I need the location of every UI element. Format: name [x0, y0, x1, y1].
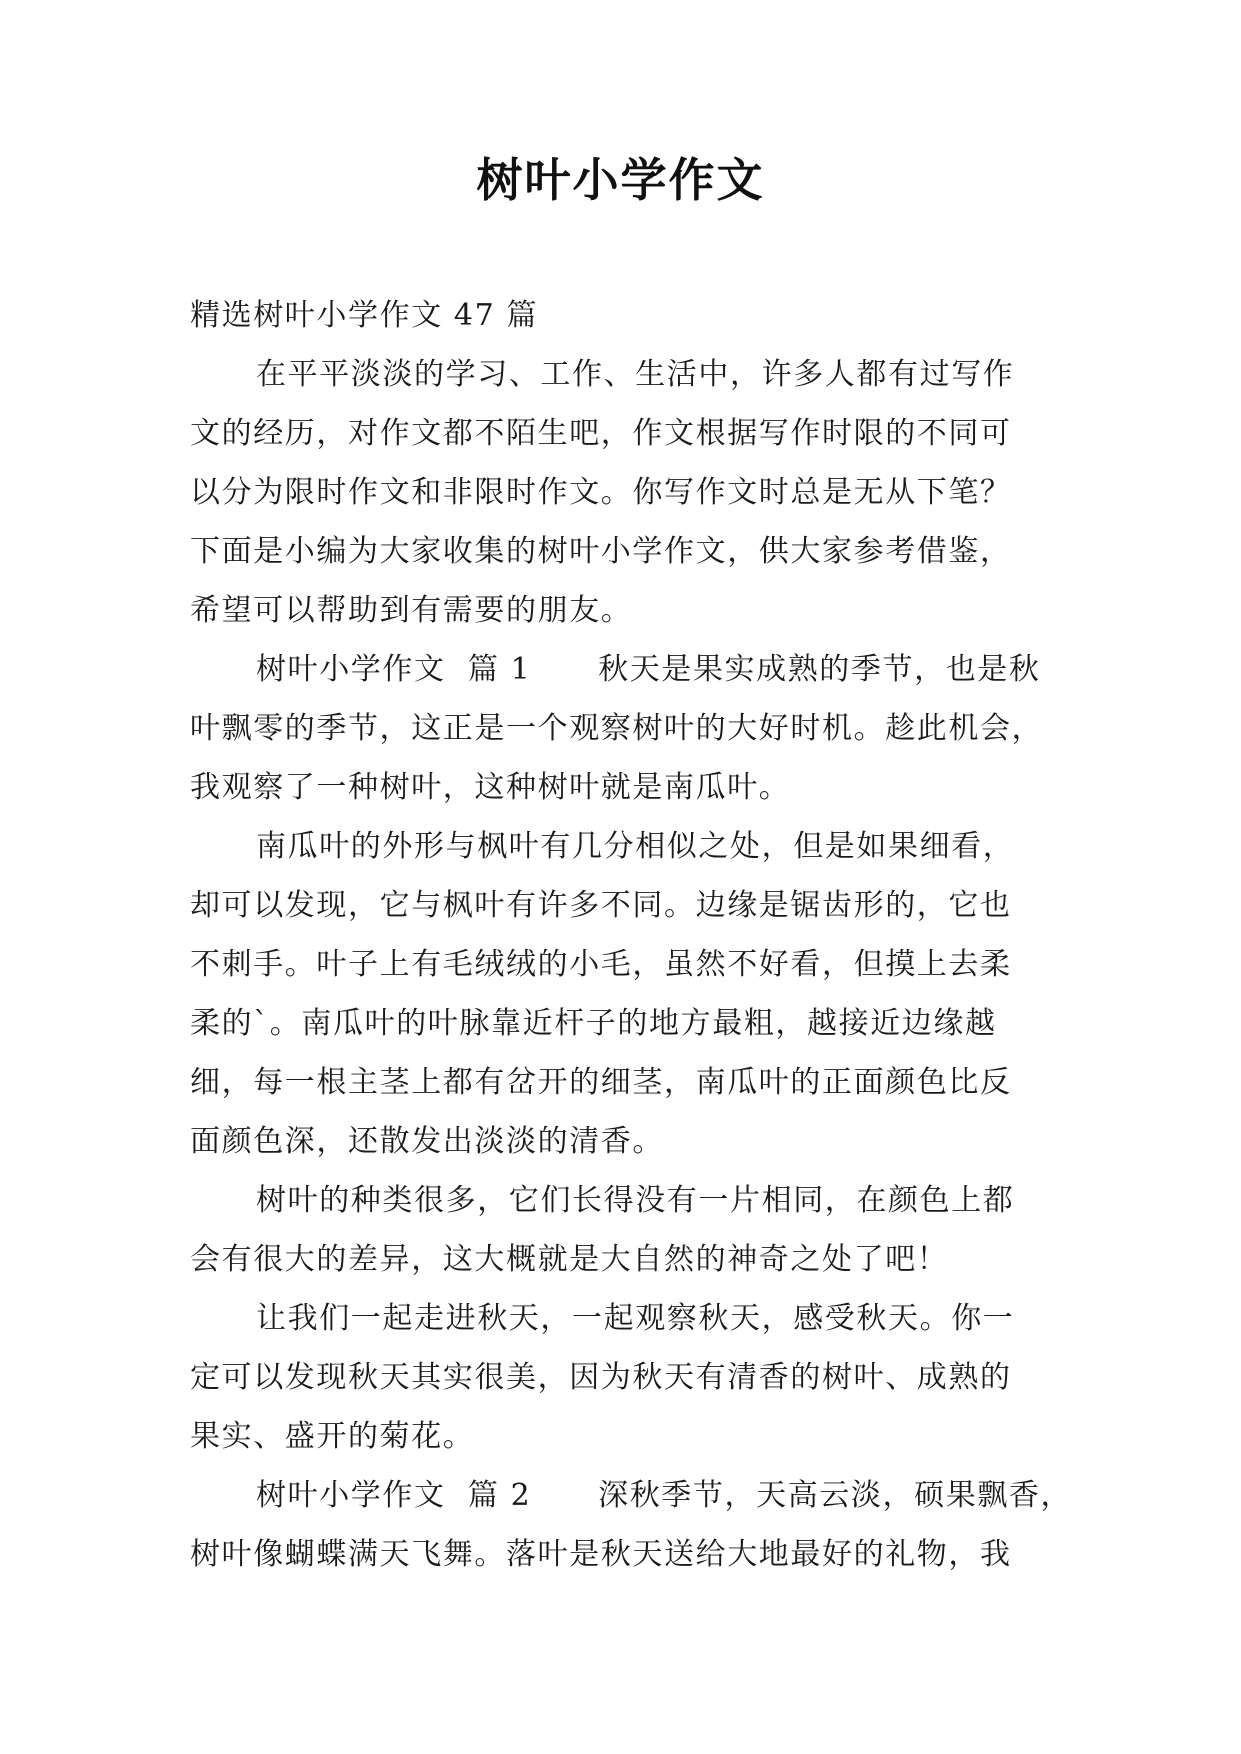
- text-line: 南瓜叶的外形与枫叶有几分相似之处，但是如果细看，: [256, 829, 1015, 864]
- text-line: 树叶的种类很多，它们长得没有一片相同，在颜色上都: [256, 1183, 1015, 1218]
- text-line: 叶飘零的季节，这正是一个观察树叶的大好时机。趁此机会，: [190, 711, 1044, 746]
- text-line: 柔的`。南瓜叶的叶脉靠近杆子的地方最粗，越接近边缘越: [190, 1006, 997, 1041]
- text-line: 细，每一根主茎上都有岔开的细茎，南瓜叶的正面颜色比反: [190, 1065, 1012, 1100]
- text-line: 树叶小学作文 篇 2 深秋季节，天高云淡，硕果飘香，: [256, 1478, 1073, 1513]
- text-line: 文的经历，对作文都不陌生吧，作文根据写作时限的不同可: [190, 416, 1012, 451]
- text-line: 面颜色深，还散发出淡淡的清香。: [190, 1124, 664, 1159]
- text-line: 下面是小编为大家收集的树叶小学作文，供大家参考借鉴，: [190, 534, 1012, 569]
- text-line: 让我们一起走进秋天，一起观察秋天，感受秋天。你一: [256, 1301, 1015, 1336]
- text-line: 我观察了一种树叶，这种树叶就是南瓜叶。: [190, 770, 791, 805]
- text-line: 精选树叶小学作文 47 篇: [190, 298, 539, 333]
- text-line: 树叶小学作文 篇 1 秋天是果实成熟的季节，也是秋: [256, 652, 1041, 687]
- text-line: 果实、盛开的菊花。: [190, 1419, 475, 1454]
- text-line: 希望可以帮助到有需要的朋友。: [190, 593, 633, 628]
- text-line: 不刺手。叶子上有毛绒绒的小毛，虽然不好看，但摸上去柔: [190, 947, 1012, 982]
- text-line: 却可以发现，它与枫叶有许多不同。边缘是锯齿形的，它也: [190, 888, 1012, 923]
- document-title: 树叶小学作文: [476, 153, 765, 207]
- text-line: 以分为限时作文和非限时作文。你写作文时总是无从下笔？: [190, 475, 1012, 510]
- document-body: [190, 286, 1073, 1584]
- text-line: 定可以发现秋天其实很美，因为秋天有清香的树叶、成熟的: [190, 1360, 1012, 1395]
- text-line: 树叶像蝴蝶满天飞舞。落叶是秋天送给大地最好的礼物，我: [190, 1537, 1012, 1572]
- text-line: 会有很大的差异，这大概就是大自然的神奇之处了吧！: [190, 1242, 949, 1277]
- text-line: 在平平淡淡的学习、工作、生活中，许多人都有过写作: [256, 357, 1015, 392]
